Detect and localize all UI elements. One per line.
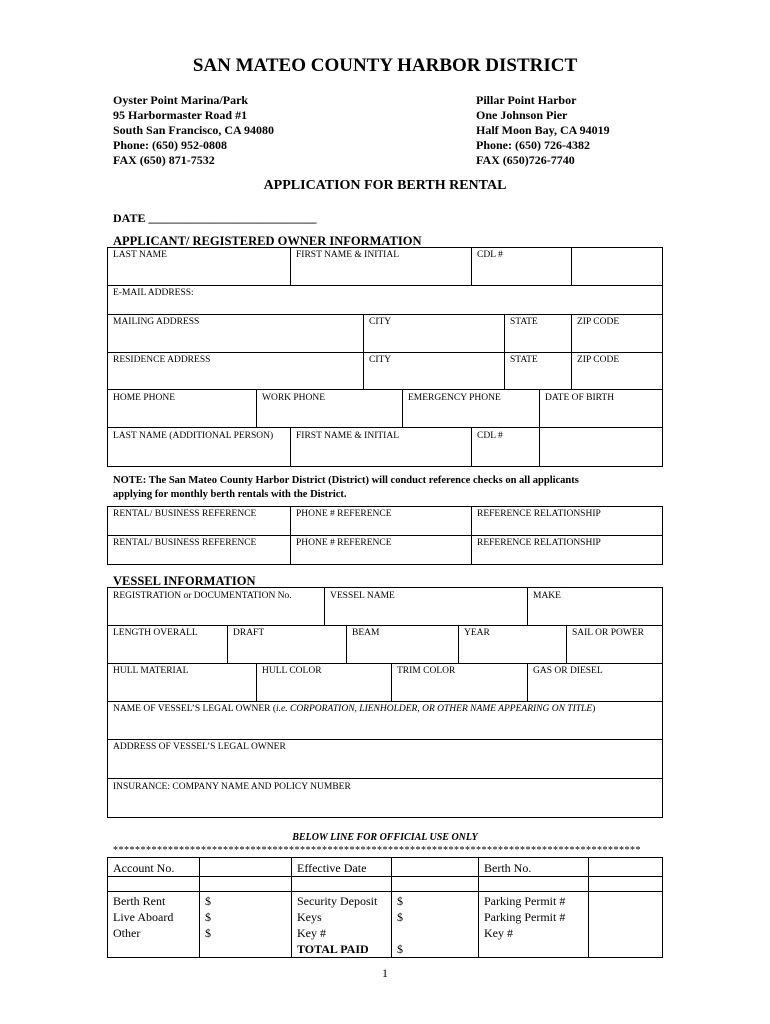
right-office-address [476, 93, 610, 168]
rental-reference-1-field[interactable]: RENTAL/ BUSINESS REFERENCE [113, 509, 257, 519]
residence-state-field[interactable]: STATE [510, 355, 538, 365]
mailing-address-field[interactable]: MAILING ADDRESS [113, 317, 200, 327]
date-field[interactable]: DATE ____________________________ [113, 211, 317, 225]
sail-or-power-field[interactable]: SAIL OR POWER [572, 628, 644, 638]
mailing-city-field[interactable]: CITY [369, 317, 392, 327]
live-aboard-label: Live Aboard [113, 910, 174, 924]
hull-color-field[interactable]: HULL COLOR [262, 666, 322, 676]
mailing-zip-field[interactable]: ZIP CODE [577, 317, 620, 327]
home-phone-field[interactable]: HOME PHONE [113, 393, 176, 403]
email-field[interactable]: E-MAIL ADDRESS: [113, 288, 194, 298]
trim-color-field[interactable]: TRIM COLOR [397, 666, 456, 676]
length-overall-field[interactable]: LENGTH OVERALL [113, 628, 198, 638]
berth-rent-label: Berth Rent [113, 894, 166, 908]
security-deposit-dollar: $ [397, 894, 403, 908]
reference-relationship-1-field[interactable]: REFERENCE RELATIONSHIP [477, 509, 601, 519]
reference-check-note [113, 474, 579, 502]
right-office-line: Pillar Point Harbor [476, 93, 577, 107]
right-office-line: One Johnson Pier [476, 108, 568, 122]
insurance-field[interactable]: INSURANCE: COMPANY NAME AND POLICY NUMBER [113, 782, 351, 792]
last-name-field[interactable]: LAST NAME [113, 250, 167, 260]
official-use-table [107, 857, 663, 958]
beam-field[interactable]: BEAM [352, 628, 380, 638]
make-field[interactable]: MAKE [533, 591, 561, 601]
effective-date-label: Effective Date [297, 861, 367, 875]
mailing-state-field[interactable]: STATE [510, 317, 538, 327]
vessel-name-field[interactable]: VESSEL NAME [330, 591, 395, 601]
left-office-address [113, 93, 274, 168]
right-office-line: Phone: (650) 726-4382 [476, 138, 590, 152]
live-aboard-dollar: $ [205, 910, 211, 924]
left-office-line: South San Francisco, CA 94080 [113, 123, 275, 137]
total-paid-dollar: $ [397, 942, 403, 956]
applicant-heading: APPLICANT/ REGISTERED OWNER INFORMATION [113, 234, 422, 248]
additional-last-name-field[interactable]: LAST NAME (ADDITIONAL PERSON) [113, 431, 274, 441]
form-title: APPLICATION FOR BERTH RENTAL [263, 178, 507, 193]
star-divider: ************************************************************************************************ [113, 845, 641, 856]
legal-owner-hint: i.e. CORPORATION, LIENHOLDER, OR OTHER NAME APPEARING ON TITLE [276, 704, 593, 714]
left-office-line: Oyster Point Marina/Park [113, 93, 249, 107]
right-office-line: Half Moon Bay, CA 94019 [476, 123, 610, 137]
total-paid-label: TOTAL PAID [297, 942, 369, 956]
residence-zip-field[interactable]: ZIP CODE [577, 355, 620, 365]
berth-rent-dollar: $ [205, 894, 211, 908]
note-line: NOTE: The San Mateo County Harbor District (District) will conduct reference checks on all applicants [113, 475, 579, 486]
official-use-heading: BELOW LINE FOR OFFICIAL USE ONLY [292, 832, 478, 843]
security-deposit-label: Security Deposit [297, 894, 378, 908]
additional-first-name-field[interactable]: FIRST NAME & INITIAL [296, 431, 400, 441]
berth-number-label: Berth No. [484, 861, 532, 875]
page-number: 1 [382, 966, 388, 980]
key-hash-label: Key # [484, 926, 513, 940]
keys-label: Keys [297, 910, 322, 924]
registration-number-field[interactable]: REGISTRATION or DOCUMENTATION No. [113, 591, 292, 601]
legal-owner-name-field[interactable] [113, 704, 595, 715]
parking-permit-label: Parking Permit # [484, 894, 566, 908]
gas-or-diesel-field[interactable]: GAS OR DIESEL [533, 666, 603, 676]
district-title: SAN MATEO COUNTY HARBOR DISTRICT [192, 55, 578, 76]
legal-owner-address-field[interactable]: ADDRESS OF VESSEL’S LEGAL OWNER [113, 742, 286, 752]
left-office-line: 95 Harbormaster Road #1 [113, 108, 248, 122]
reference-relationship-2-field[interactable]: REFERENCE RELATIONSHIP [477, 538, 601, 548]
vessel-heading: VESSEL INFORMATION [113, 574, 256, 588]
date-of-birth-field[interactable]: DATE OF BIRTH [545, 393, 615, 403]
first-name-field[interactable]: FIRST NAME & INITIAL [296, 250, 400, 260]
parking-permit-label: Parking Permit # [484, 910, 566, 924]
phone-reference-1-field[interactable]: PHONE # REFERENCE [296, 509, 392, 519]
year-field[interactable]: YEAR [464, 628, 490, 638]
note-line: applying for monthly berth rentals with the District. [113, 489, 347, 500]
other-dollar: $ [205, 926, 211, 940]
rental-reference-2-field[interactable]: RENTAL/ BUSINESS REFERENCE [113, 538, 257, 548]
draft-field[interactable]: DRAFT [233, 628, 265, 638]
residence-address-field[interactable]: RESIDENCE ADDRESS [113, 355, 211, 365]
additional-cdl-field[interactable]: CDL # [477, 431, 503, 441]
left-office-line: FAX (650) 871-7532 [113, 153, 215, 167]
cdl-field[interactable]: CDL # [477, 250, 503, 260]
emergency-phone-field[interactable]: EMERGENCY PHONE [408, 393, 501, 403]
hull-material-field[interactable]: HULL MATERIAL [113, 666, 189, 676]
residence-city-field[interactable]: CITY [369, 355, 392, 365]
right-office-line: FAX (650)726-7740 [476, 153, 575, 167]
legal-owner-label: NAME OF VESSEL’S LEGAL OWNER ( [113, 704, 276, 714]
keys-dollar: $ [397, 910, 403, 924]
other-label: Other [113, 926, 141, 940]
phone-reference-2-field[interactable]: PHONE # REFERENCE [296, 538, 392, 548]
key-number-label: Key # [297, 926, 326, 940]
left-office-line: Phone: (650) 952-0808 [113, 138, 227, 152]
account-number-label: Account No. [113, 861, 175, 875]
legal-owner-close: ) [592, 704, 596, 714]
work-phone-field[interactable]: WORK PHONE [262, 393, 326, 403]
